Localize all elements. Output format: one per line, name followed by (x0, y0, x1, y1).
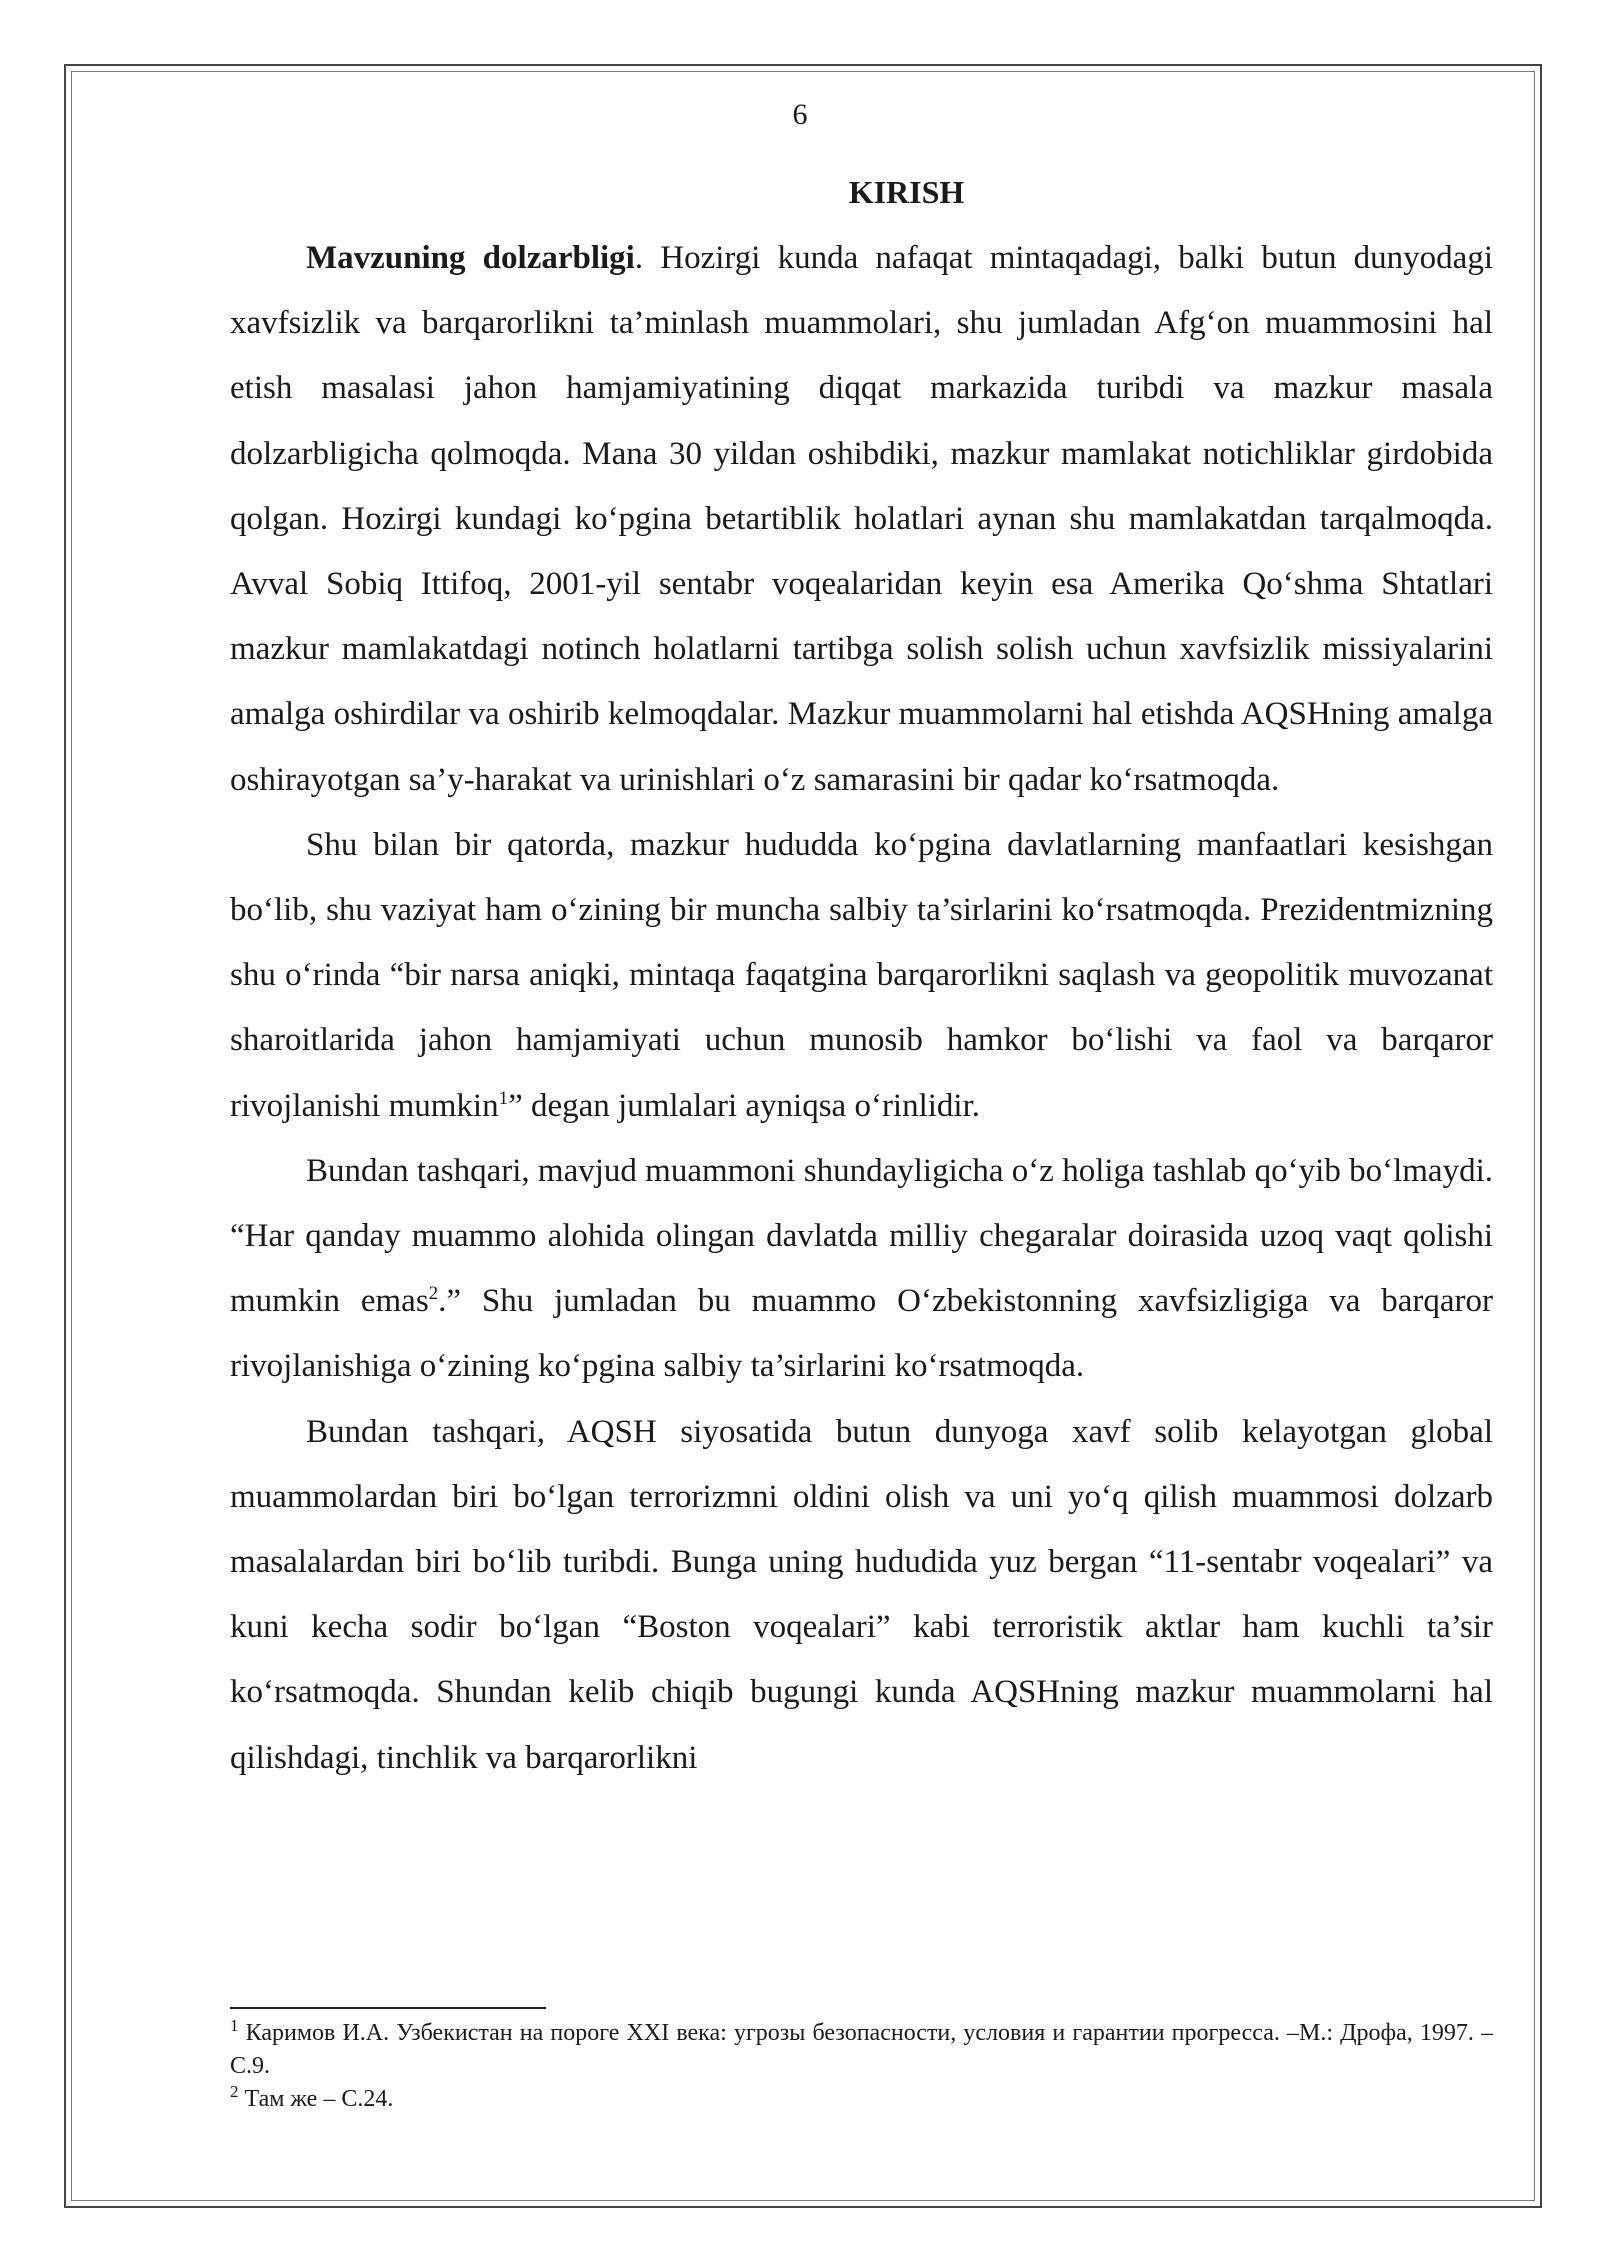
paragraph-relevance (230, 226, 1493, 813)
paragraph-text: .” Shu jumladan bu muammo O‘zbekistonning xavfsizligiga va barqaror rivojlanishiga o‘zining ko‘pgina salbiy ta’sirlarini ko‘rsatmoqda. (230, 1283, 1493, 1385)
paragraph-terrorism: Bundan tashqari, AQSH siyosatida butun dunyoga xavf solib kelayotgan global muammolardan biri bo‘lgan terrorizmni oldini olish va uni yo‘q qilish muammosi dolzarb masalalardan biri bo‘lib turibdi. Bunga uning hududida yuz bergan “11-sentabr voqealari” va kuni kecha sodir bo‘lgan “Boston voqealari” kabi terroristik aktlar ham kuchli ta’sir ko‘rsatmoqda. Shundan kelib chiqib bugungi kunda AQSHning mazkur muammolarni hal qilishdagi, tinchlik va barqarorlikni (230, 1413, 1493, 1776)
footnote-text: Каримов И.А. Узбекистан на пороге XXI века: угрозы безопасности, условия и гарантии прогресса. –М.: Дрофа, 1997. – С.9. (230, 2020, 1493, 2079)
footnote-separator (230, 2007, 546, 2009)
footnotes-section (230, 2007, 1493, 2116)
footnote-text: Там же – С.24. (238, 2086, 394, 2112)
paragraph-text: ” degan jumlalari ayniqsa o‘rinlidir. (508, 1087, 981, 1124)
footnote-reference-1[interactable]: 1 (498, 1087, 509, 1109)
section-heading: KIRISH (848, 174, 965, 210)
footnote-reference-2[interactable]: 2 (428, 1283, 439, 1305)
paragraph-president-quote (230, 813, 1493, 1139)
paragraph-text: Bundan tashqari, mavjud muammoni shundayligicha o‘z holiga tashlab qo‘yib bo‘lmaydi. “Har qanday muammo alohida olingan davlatda milliy chegaralar doirasida uzoq vaqt qolishi mumkin emas (230, 1152, 1493, 1320)
paragraph-text: Shu bilan bir qatorda, mazkur hududda ko‘pgina davlatlarning manfaatlari kesishgan bo‘lib, shu vaziyat ham o‘zining bir muncha salbiy ta’sirlarini ko‘rsatmoqda. Prezidentmizning shu o‘rinda “bir narsa aniqki, mintaqa faqatgina barqarorlikni saqlash va geopolitik muvozanat sharoitlarida jahon hamjamiyati uchun munosib hamkor bo‘lishi va faol va barqaror rivojlanishi mumkin (230, 826, 1493, 1124)
main-text (230, 168, 1493, 1791)
paragraph-lead-bold: Mavzuning dolzarbligi (306, 240, 635, 276)
footnote-mark: 1 (230, 2016, 239, 2035)
page-number: 6 (792, 98, 808, 131)
footnote-2 (230, 2083, 1493, 2116)
footnote-mark: 2 (230, 2082, 239, 2101)
paragraph-national-borders (230, 1139, 1493, 1400)
paragraph-text: . Hozirgi kunda nafaqat mintaqadagi, balki butun dunyodagi xavfsizlik va barqarorlikni ta’minlash muammolari, shu jumladan Afg‘on muammosini hal etish masalasi jahon hamjamiyatining diqqat markazida turibdi va mazkur masala dolzarbligicha qolmoqda. Mana 30 yildan oshibdiki, mazkur mamlakat notichliklar girdobida qolgan. Hozirgi kundagi ko‘pgina betartiblik holatlari aynan shu mamlakatdan tarqalmoqda. Avval Sobiq Ittifoq, 2001-yil sentabr voqealaridan keyin esa Amerika Qo‘shma Shtatlari mazkur mamlakatdagi notinch holatlarni tartibga solish solish uchun xavfsizlik missiyalarini amalga oshirdilar va oshirib kelmoqdalar. Mazkur muammolarni hal etishda AQSHning amalga oshirayotgan sa’y-harakat va urinishlari o‘z samarasini bir qadar ko‘rsatmoqda. (230, 240, 1493, 798)
footnote-1 (230, 2017, 1493, 2083)
